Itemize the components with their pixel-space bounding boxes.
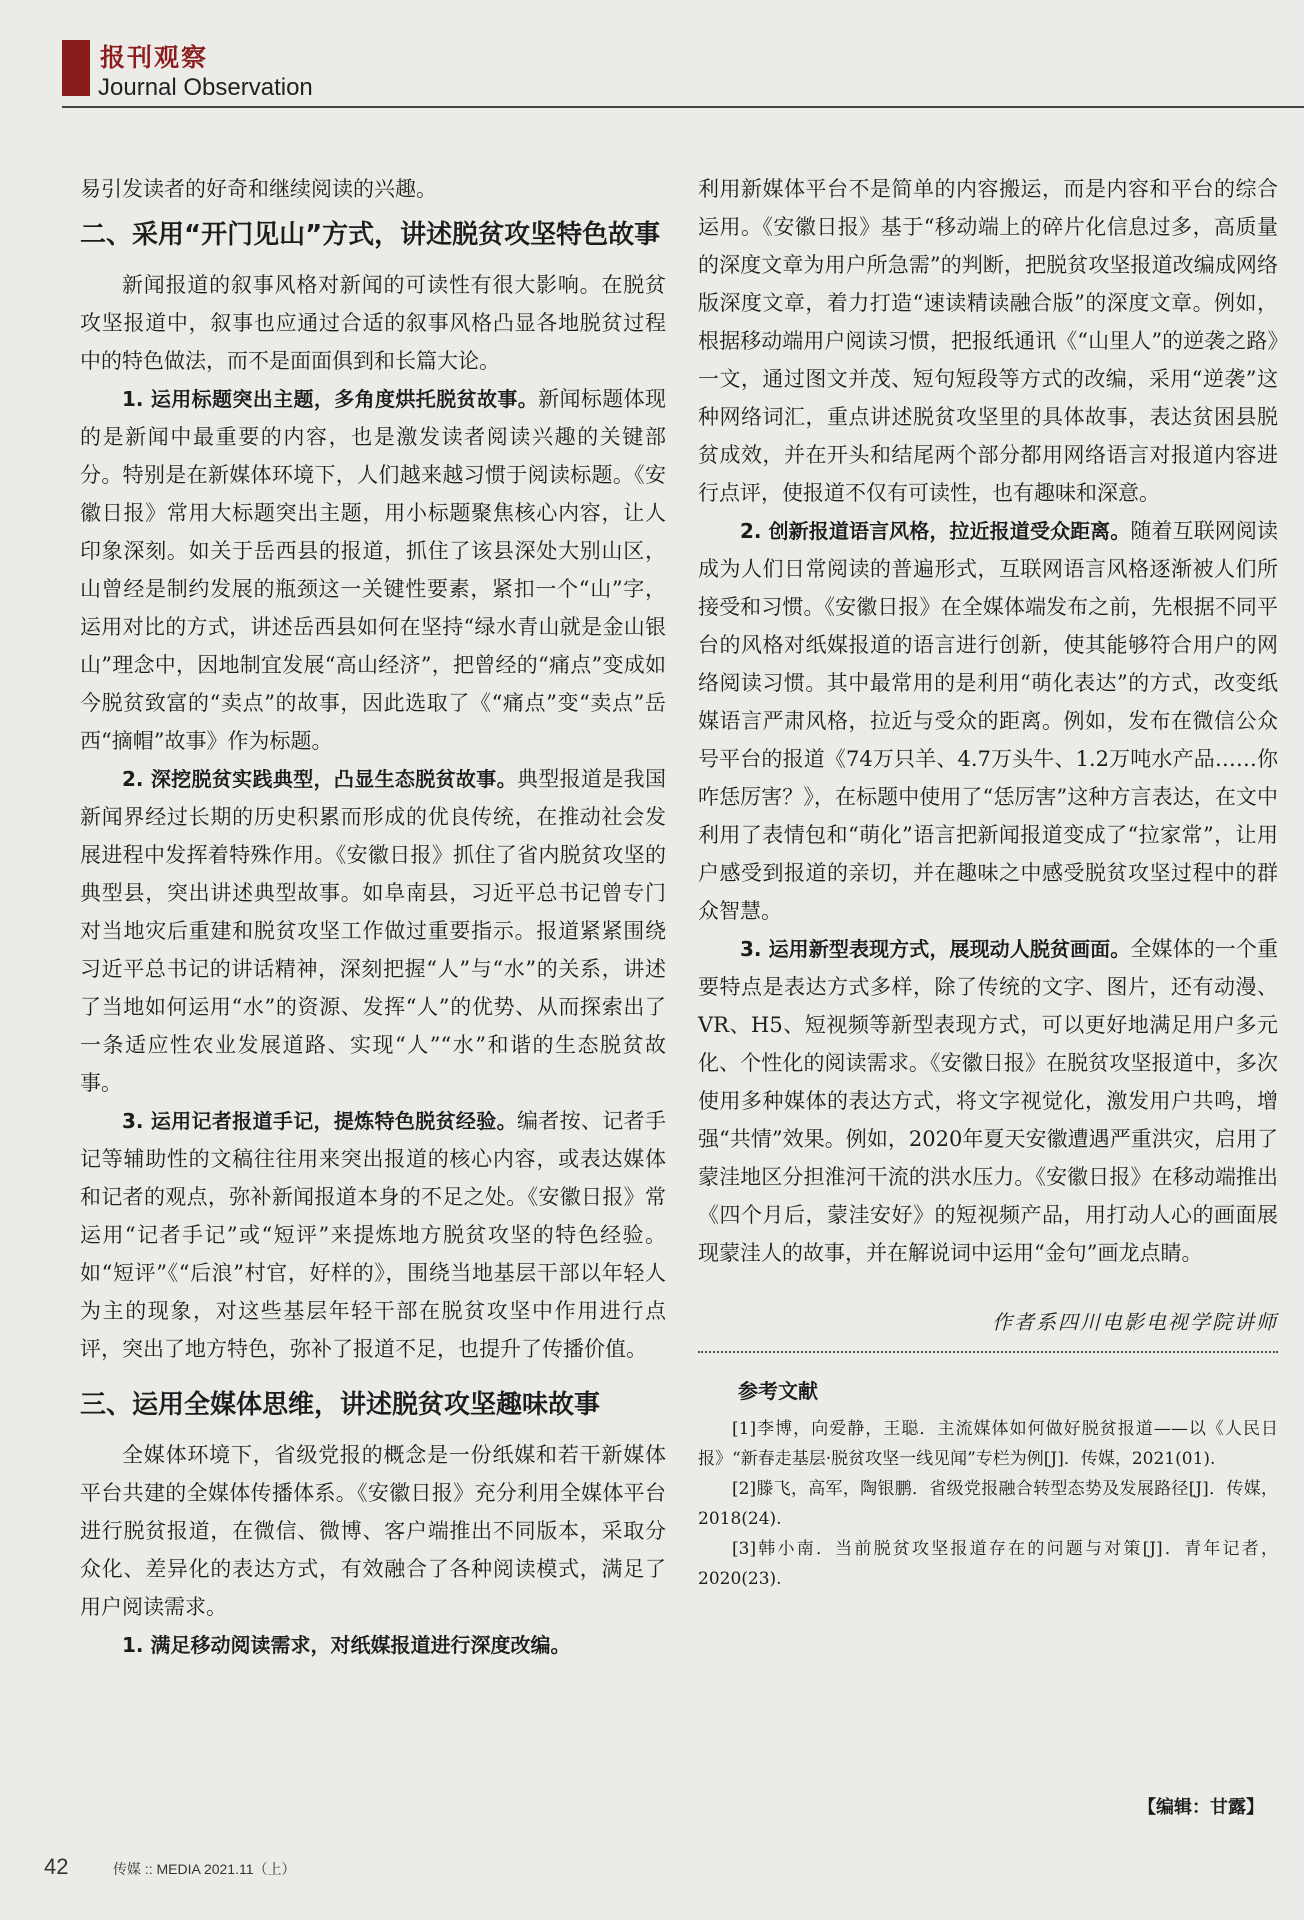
author-note: 作者系四川电影电视学院讲师 — [992, 1310, 1278, 1334]
paragraph — [80, 380, 666, 760]
paragraph — [698, 930, 1278, 1272]
paragraph-body: 随着互联网阅读成为人们日常阅读的普遍形式，互联网语言风格逐渐被人们所接受和习惯。《安徽日报》在全媒体端发布之前，先根据不同平台的风格对纸媒报道的语言进行创新，使其能够符合用户的网络阅读习惯。其中最常用的是利用“萌化表达”的方式，改变纸媒语言严肃风格，拉近与受众的距离。例如，发布在微信公众号平台的报道《74万只羊、4.7万头牛、1.2万吨水产品……你咋恁厉害？》，在标题中使用了“恁厉害”这种方言表达，在文中利用了表情包和“萌化”语言把新闻报道变成了“拉家常”，让用户感受到报道的亲切，并在趣味之中感受脱贫攻坚过程中的群众智慧。 — [698, 519, 1278, 923]
paragraph-lead: 1. 满足移动阅读需求，对纸媒报道进行深度改编。 — [122, 1633, 571, 1657]
magazine-issue: 传媒 :: MEDIA 2021.11（上） — [112, 1861, 296, 1877]
header-accent-bar — [62, 40, 90, 96]
references-title: 参考文献 — [738, 1379, 818, 1403]
paragraph: 新闻报道的叙事风格对新闻的可读性有很大影响。在脱贫攻坚报道中，叙事也应通过合适的叙事风格凸显各地脱贫过程中的特色做法，而不是面面俱到和长篇大论。 — [80, 273, 666, 373]
reference-item: [1]李博，向爱静，王聪．主流媒体如何做好脱贫报道——以《人民日报》“新春走基层·脱贫攻坚一线见闻”专栏为例[J]．传媒，2021(01). — [698, 1419, 1278, 1469]
section-title-cn: 报刊观察 — [100, 43, 209, 72]
paragraph — [80, 1102, 666, 1368]
paragraph — [698, 512, 1278, 930]
paragraph-lead: 1. 运用标题突出主题，多角度烘托脱贫故事。 — [122, 387, 539, 411]
heading-section-2: 二、采用“开门见山”方式，讲述脱贫攻坚特色故事 — [80, 220, 661, 250]
page-number: 42 — [44, 1854, 69, 1879]
header-divider — [62, 106, 1304, 108]
right-column — [698, 170, 1278, 1594]
paragraph-body: 典型报道是我国新闻界经过长期的历史积累而形成的优良传统，在推动社会发展进程中发挥着特殊作用。《安徽日报》抓住了省内脱贫攻坚的典型县，突出讲述典型故事。如阜南县，习近平总书记曾专门对当地灾后重建和脱贫攻坚工作做过重要指示。报道紧紧围绕习近平总书记的讲话精神，深刻把握“人”与“水”的关系，讲述了当地如何运用“水”的资源、发挥“人”的优势、从而探索出了一条适应性农业发展道路、实现“人”“水”和谐的生态脱贫故事。 — [80, 767, 666, 1095]
paragraph-body: 编者按、记者手记等辅助性的文稿往往用来突出报道的核心内容，或表达媒体和记者的观点，弥补新闻报道本身的不足之处。《安徽日报》常运用“记者手记”或“短评”来提炼地方脱贫攻坚的特色经验。如“短评”《“后浪”村官，好样的》，围绕当地基层干部以年轻人为主的现象，对这些基层年轻干部在脱贫攻坚中作用进行点评，突出了地方特色，弥补了报道不足，也提升了传播价值。 — [80, 1109, 666, 1361]
heading-section-3: 三、运用全媒体思维，讲述脱贫攻坚趣味故事 — [80, 1390, 601, 1420]
section-title-en: Journal Observation — [98, 74, 313, 101]
paragraph: 全媒体环境下，省级党报的概念是一份纸媒和若干新媒体平台共建的全媒体传播体系。《安徽日报》充分利用全媒体平台进行脱贫报道，在微信、微博、客户端推出不同版本，采取分众化、差异化的表达方式，有效融合了各种阅读模式，满足了用户阅读需求。 — [80, 1443, 666, 1619]
reference-item: [2]滕飞，高军，陶银鹏．省级党报融合转型态势及发展路径[J]．传媒，2018(24). — [698, 1479, 1278, 1529]
paragraph-lead: 3. 运用新型表现方式，展现动人脱贫画面。 — [740, 937, 1131, 961]
paragraph-body: 新闻标题体现的是新闻中最重要的内容，也是激发读者阅读兴趣的关键部分。特别是在新媒体环境下，人们越来越习惯于阅读标题。《安徽日报》常用大标题突出主题，用小标题聚焦核心内容，让人印象深刻。如关于岳西县的报道，抓住了该县深处大别山区，山曾经是制约发展的瓶颈这一关键性要素，紧扣一个“山”字，运用对比的方式，讲述岳西县如何在坚持“绿水青山就是金山银山”理念中，因地制宜发展“高山经济”，把曾经的“痛点”变成如今脱贫致富的“卖点”的故事，因此选取了《“痛点”变“卖点”岳西“摘帽”故事》作为标题。 — [80, 387, 666, 753]
paragraph-body: 全媒体的一个重要特点是表达方式多样，除了传统的文字、图片，还有动漫、VR、H5、短视频等新型表现方式，可以更好地满足用户多元化、个性化的阅读需求。《安徽日报》在脱贫攻坚报道中，多次使用多种媒体的表达方式，将文字视觉化，激发用户共鸣，增强“共情”效果。例如，2020年夏天安徽遭遇严重洪灾，启用了蒙洼地区分担淮河干流的洪水压力。《安徽日报》在移动端推出《四个月后，蒙洼安好》的短视频产品，用打动人心的画面展现蒙洼人的故事，并在解说词中运用“金句”画龙点睛。 — [698, 937, 1278, 1265]
paragraph — [80, 760, 666, 1102]
editor-credit: 【编辑：甘露】 — [1138, 1797, 1264, 1818]
paragraph-lead: 2. 深挖脱贫实践典型，凸显生态脱贫故事。 — [122, 767, 517, 791]
paragraph-lead: 2. 创新报道语言风格，拉近报道受众距离。 — [740, 519, 1131, 543]
page-footer — [44, 1854, 296, 1880]
paragraph-lead: 3. 运用记者报道手记，提炼特色脱贫经验。 — [122, 1109, 517, 1133]
dotted-divider — [698, 1351, 1278, 1353]
left-column — [80, 170, 666, 1664]
reference-item: [3]韩小南．当前脱贫攻坚报道存在的问题与对策[J]．青年记者，2020(23). — [698, 1539, 1278, 1589]
paragraph — [80, 1626, 666, 1664]
paragraph-continued: 利用新媒体平台不是简单的内容搬运，而是内容和平台的综合运用。《安徽日报》基于“移动端上的碎片化信息过多，高质量的深度文章为用户所急需”的判断，把脱贫攻坚报道改编成网络版深度文章，着力打造“速读精读融合版”的深度文章。例如，根据移动端用户阅读习惯，把报纸通讯《“山里人”的逆袭之路》一文，通过图文并茂、短句短段等方式的改编，采用“逆袭”这种网络词汇，重点讲述脱贫攻坚里的具体故事，表达贫困县脱贫成效，并在开头和结尾两个部分都用网络语言对报道内容进行点评，使报道不仅有可读性，也有趣味和深意。 — [698, 177, 1278, 505]
paragraph-continued: 易引发读者的好奇和继续阅读的兴趣。 — [80, 177, 437, 201]
